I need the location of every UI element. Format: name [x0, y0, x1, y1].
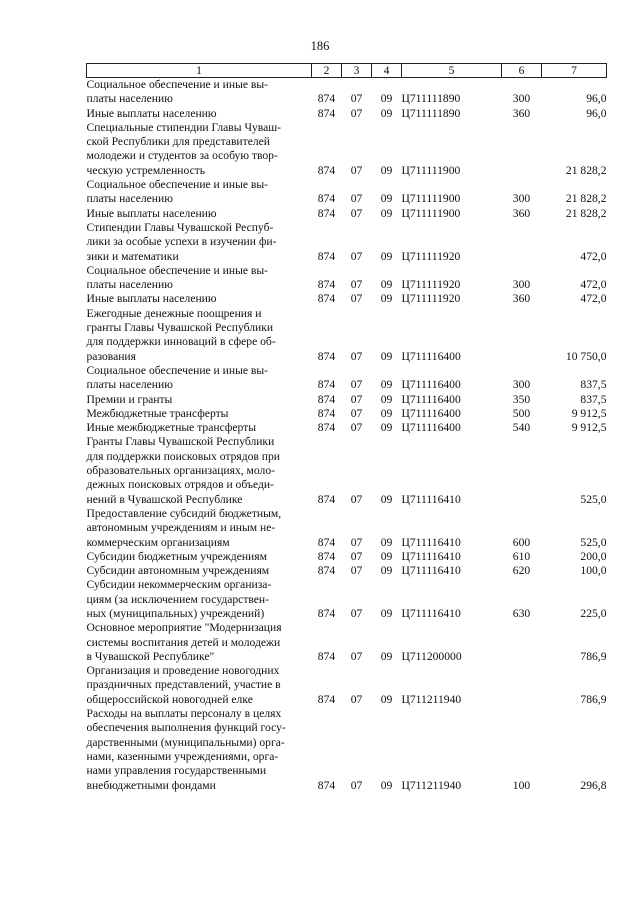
table-row	[87, 178, 607, 207]
row-target-article: Ц711116400	[401, 378, 461, 392]
row-target-article: Ц711211940	[401, 778, 462, 792]
row-admin-code: 874	[317, 292, 336, 306]
row-target-article: Ц711116410	[401, 535, 461, 549]
header-col-2: 2	[312, 64, 342, 78]
row-name: Расходы на выплаты персоналу в целях обеспечения выполнения функций госу- дарственными (муниципальными) орга- нами, казенными учреждениями, орга- нами управления государственными внебюджетными фондами	[86, 707, 286, 792]
row-sum: 837,5	[580, 378, 607, 392]
row-sum: 837,5	[580, 392, 607, 406]
row-sum: 472,0	[580, 249, 607, 263]
row-name: Основное мероприятие "Модернизация системы воспитания детей и молодежи в Чувашской Республике"	[86, 621, 282, 663]
row-subsection: 09	[380, 421, 393, 435]
table-body	[87, 78, 607, 793]
row-expense-type	[502, 221, 542, 264]
row-admin-code: 874	[317, 421, 336, 435]
row-target-article: Ц711211940	[401, 692, 462, 706]
row-admin-code: 874	[317, 106, 336, 120]
row-target-article: Ц711200000	[401, 649, 462, 663]
row-sum: 21 828,2	[565, 163, 607, 177]
row-admin-code: 874	[317, 606, 336, 620]
header-col-6: 6	[502, 64, 542, 78]
table-row	[87, 107, 607, 121]
row-expense-type: 360	[512, 206, 531, 220]
row-sum: 21 828,2	[565, 192, 607, 206]
header-col-7: 7	[542, 64, 607, 78]
row-name: Межбюджетные трансферты	[86, 406, 229, 420]
page-number: 186	[310, 39, 330, 53]
row-admin-code: 874	[317, 278, 336, 292]
row-subsection: 09	[380, 649, 393, 663]
row-expense-type	[502, 307, 542, 364]
table-row	[87, 292, 607, 306]
header-col-1: 1	[87, 64, 312, 78]
row-admin-code: 874	[317, 535, 336, 549]
row-target-article: Ц711111920	[401, 249, 461, 263]
row-name: Субсидии некоммерческим организа- циям (за исключением государствен- ных (муниципальных) учреждений)	[86, 578, 272, 620]
row-admin-code: 874	[317, 549, 336, 563]
row-section: 07	[350, 564, 363, 578]
row-name: Организация и проведение новогодних праздничных представлений, участие в общероссийской новогодней елке	[86, 664, 281, 706]
row-admin-code: 874	[317, 192, 336, 206]
row-sum: 296,8	[580, 778, 607, 792]
row-subsection: 09	[380, 564, 393, 578]
row-expense-type	[502, 121, 542, 178]
row-name: Иные выплаты населению	[86, 106, 217, 120]
row-target-article: Ц711111920	[401, 278, 461, 292]
row-section: 07	[350, 292, 363, 306]
row-subsection: 09	[380, 378, 393, 392]
row-name: Премии и гранты	[86, 392, 173, 406]
row-subsection: 09	[380, 163, 393, 177]
table-row	[87, 564, 607, 578]
row-sum: 21 828,2	[565, 206, 607, 220]
row-subsection: 09	[380, 106, 393, 120]
row-section: 07	[350, 92, 363, 106]
row-expense-type: 610	[512, 549, 531, 563]
table-row	[87, 207, 607, 221]
row-name: Иные выплаты населению	[86, 206, 217, 220]
row-subsection: 09	[380, 278, 393, 292]
row-sum: 10 750,0	[565, 349, 607, 363]
row-section: 07	[350, 278, 363, 292]
row-section: 07	[350, 692, 363, 706]
row-subsection: 09	[380, 192, 393, 206]
row-expense-type: 630	[512, 606, 531, 620]
row-sum: 96,0	[586, 106, 607, 120]
row-admin-code: 874	[317, 692, 336, 706]
row-target-article: Ц711111920	[401, 292, 461, 306]
row-subsection: 09	[380, 606, 393, 620]
row-section: 07	[350, 349, 363, 363]
row-expense-type: 500	[512, 406, 531, 420]
row-subsection: 09	[380, 249, 393, 263]
row-admin-code: 874	[317, 564, 336, 578]
row-name: Специальные стипендии Главы Чуваш- ской Республики для представителей молодежи и студентов за особую твор- ческую устремленность	[86, 120, 282, 177]
row-expense-type: 300	[512, 278, 531, 292]
row-admin-code: 874	[317, 392, 336, 406]
row-admin-code: 874	[317, 406, 336, 420]
table-row	[87, 421, 607, 435]
header-col-5: 5	[402, 64, 502, 78]
row-admin-code: 874	[317, 163, 336, 177]
row-sum: 225,0	[580, 606, 607, 620]
row-sum: 786,9	[580, 649, 607, 663]
header-col-3: 3	[342, 64, 372, 78]
row-admin-code: 874	[317, 92, 336, 106]
row-subsection: 09	[380, 492, 393, 506]
row-section: 07	[350, 549, 363, 563]
row-admin-code: 874	[317, 778, 336, 792]
row-expense-type: 600	[512, 535, 531, 549]
row-sum: 9 912,5	[571, 406, 607, 420]
table-row	[87, 78, 607, 107]
row-sum: 100,0	[580, 564, 607, 578]
row-expense-type	[502, 435, 542, 506]
row-expense-type: 360	[512, 106, 531, 120]
row-subsection: 09	[380, 692, 393, 706]
row-expense-type: 540	[512, 421, 531, 435]
table-row	[87, 307, 607, 364]
table-row	[87, 364, 607, 393]
row-section: 07	[350, 535, 363, 549]
row-target-article: Ц711111900	[401, 192, 461, 206]
row-subsection: 09	[380, 392, 393, 406]
row-section: 07	[350, 492, 363, 506]
row-sum: 9 912,5	[571, 421, 607, 435]
row-sum: 472,0	[580, 292, 607, 306]
row-target-article: Ц711116410	[401, 564, 461, 578]
row-section: 07	[350, 778, 363, 792]
table-row	[87, 550, 607, 564]
row-section: 07	[350, 106, 363, 120]
row-target-article: Ц711111900	[401, 163, 461, 177]
table-row	[87, 121, 607, 178]
row-name: Стипендии Главы Чувашской Респуб- лики за особые успехи в изучении фи- зики и математики	[86, 220, 277, 263]
row-target-article: Ц711116410	[401, 492, 461, 506]
row-expense-type: 100	[512, 778, 531, 792]
row-name: Ежегодные денежные поощрения и гранты Главы Чувашской Республики для поддержки инноваций в сфере об- разования	[86, 306, 276, 363]
row-expense-type: 300	[512, 92, 531, 106]
row-admin-code: 874	[317, 249, 336, 263]
row-subsection: 09	[380, 535, 393, 549]
row-expense-type	[502, 621, 542, 664]
row-sum: 786,9	[580, 692, 607, 706]
row-section: 07	[350, 378, 363, 392]
table-row	[87, 407, 607, 421]
table-row	[87, 578, 607, 621]
row-section: 07	[350, 421, 363, 435]
row-section: 07	[350, 249, 363, 263]
row-expense-type: 300	[512, 378, 531, 392]
row-admin-code: 874	[317, 649, 336, 663]
row-target-article: Ц711111890	[401, 92, 461, 106]
row-subsection: 09	[380, 549, 393, 563]
row-target-article: Ц711116410	[401, 606, 461, 620]
table-row	[87, 393, 607, 407]
row-sum: 525,0	[580, 535, 607, 549]
table-row	[87, 507, 607, 550]
row-name: Предоставление субсидий бюджетным, автономным учреждениям и иным не- коммерческим организациям	[86, 506, 282, 549]
row-admin-code: 874	[317, 206, 336, 220]
table-row	[87, 221, 607, 264]
row-section: 07	[350, 392, 363, 406]
row-subsection: 09	[380, 292, 393, 306]
row-subsection: 09	[380, 349, 393, 363]
row-section: 07	[350, 606, 363, 620]
row-name: Социальное обеспечение и иные вы- платы населению	[86, 263, 269, 292]
row-name: Социальное обеспечение и иные вы- платы населению	[86, 363, 269, 392]
row-target-article: Ц711116400	[401, 349, 461, 363]
row-expense-type: 360	[512, 292, 531, 306]
row-target-article: Ц711116410	[401, 549, 461, 563]
header-col-4: 4	[372, 64, 402, 78]
row-expense-type: 300	[512, 192, 531, 206]
table-row	[87, 707, 607, 793]
table-row	[87, 621, 607, 664]
table-row	[87, 664, 607, 707]
row-section: 07	[350, 406, 363, 420]
row-expense-type: 350	[512, 392, 531, 406]
row-section: 07	[350, 192, 363, 206]
row-target-article: Ц711116400	[401, 406, 461, 420]
row-name: Субсидии бюджетным учреждениям	[86, 549, 267, 563]
row-expense-type: 620	[512, 564, 531, 578]
row-name: Иные выплаты населению	[86, 292, 217, 306]
table-header-row	[87, 64, 607, 78]
table-row	[87, 264, 607, 293]
row-subsection: 09	[380, 206, 393, 220]
row-target-article: Ц711111890	[401, 106, 461, 120]
row-target-article: Ц711116400	[401, 392, 461, 406]
row-admin-code: 874	[317, 378, 336, 392]
row-name: Субсидии автономным учреждениям	[86, 564, 270, 578]
budget-table	[86, 63, 607, 793]
row-subsection: 09	[380, 406, 393, 420]
row-target-article: Ц711116400	[401, 421, 461, 435]
row-name: Социальное обеспечение и иные вы- платы населению	[86, 178, 269, 206]
row-name: Социальное обеспечение и иные вы- платы населению	[86, 78, 269, 106]
row-sum: 96,0	[586, 92, 607, 106]
row-target-article: Ц711111900	[401, 206, 461, 220]
table-row	[87, 435, 607, 506]
row-sum: 472,0	[580, 278, 607, 292]
row-expense-type	[502, 664, 542, 707]
row-admin-code: 874	[317, 349, 336, 363]
row-subsection: 09	[380, 92, 393, 106]
row-name: Гранты Главы Чувашской Республики для поддержки поисковых отрядов при образовательных организациях, моло- дежных поисковых отрядов и объеди- нений в Чувашской Республике	[86, 435, 280, 506]
row-name: Иные межбюджетные трансферты	[86, 421, 257, 435]
row-subsection: 09	[380, 778, 393, 792]
row-section: 07	[350, 163, 363, 177]
row-sum: 525,0	[580, 492, 607, 506]
row-section: 07	[350, 206, 363, 220]
row-sum: 200,0	[580, 549, 607, 563]
row-section: 07	[350, 649, 363, 663]
row-admin-code: 874	[317, 492, 336, 506]
